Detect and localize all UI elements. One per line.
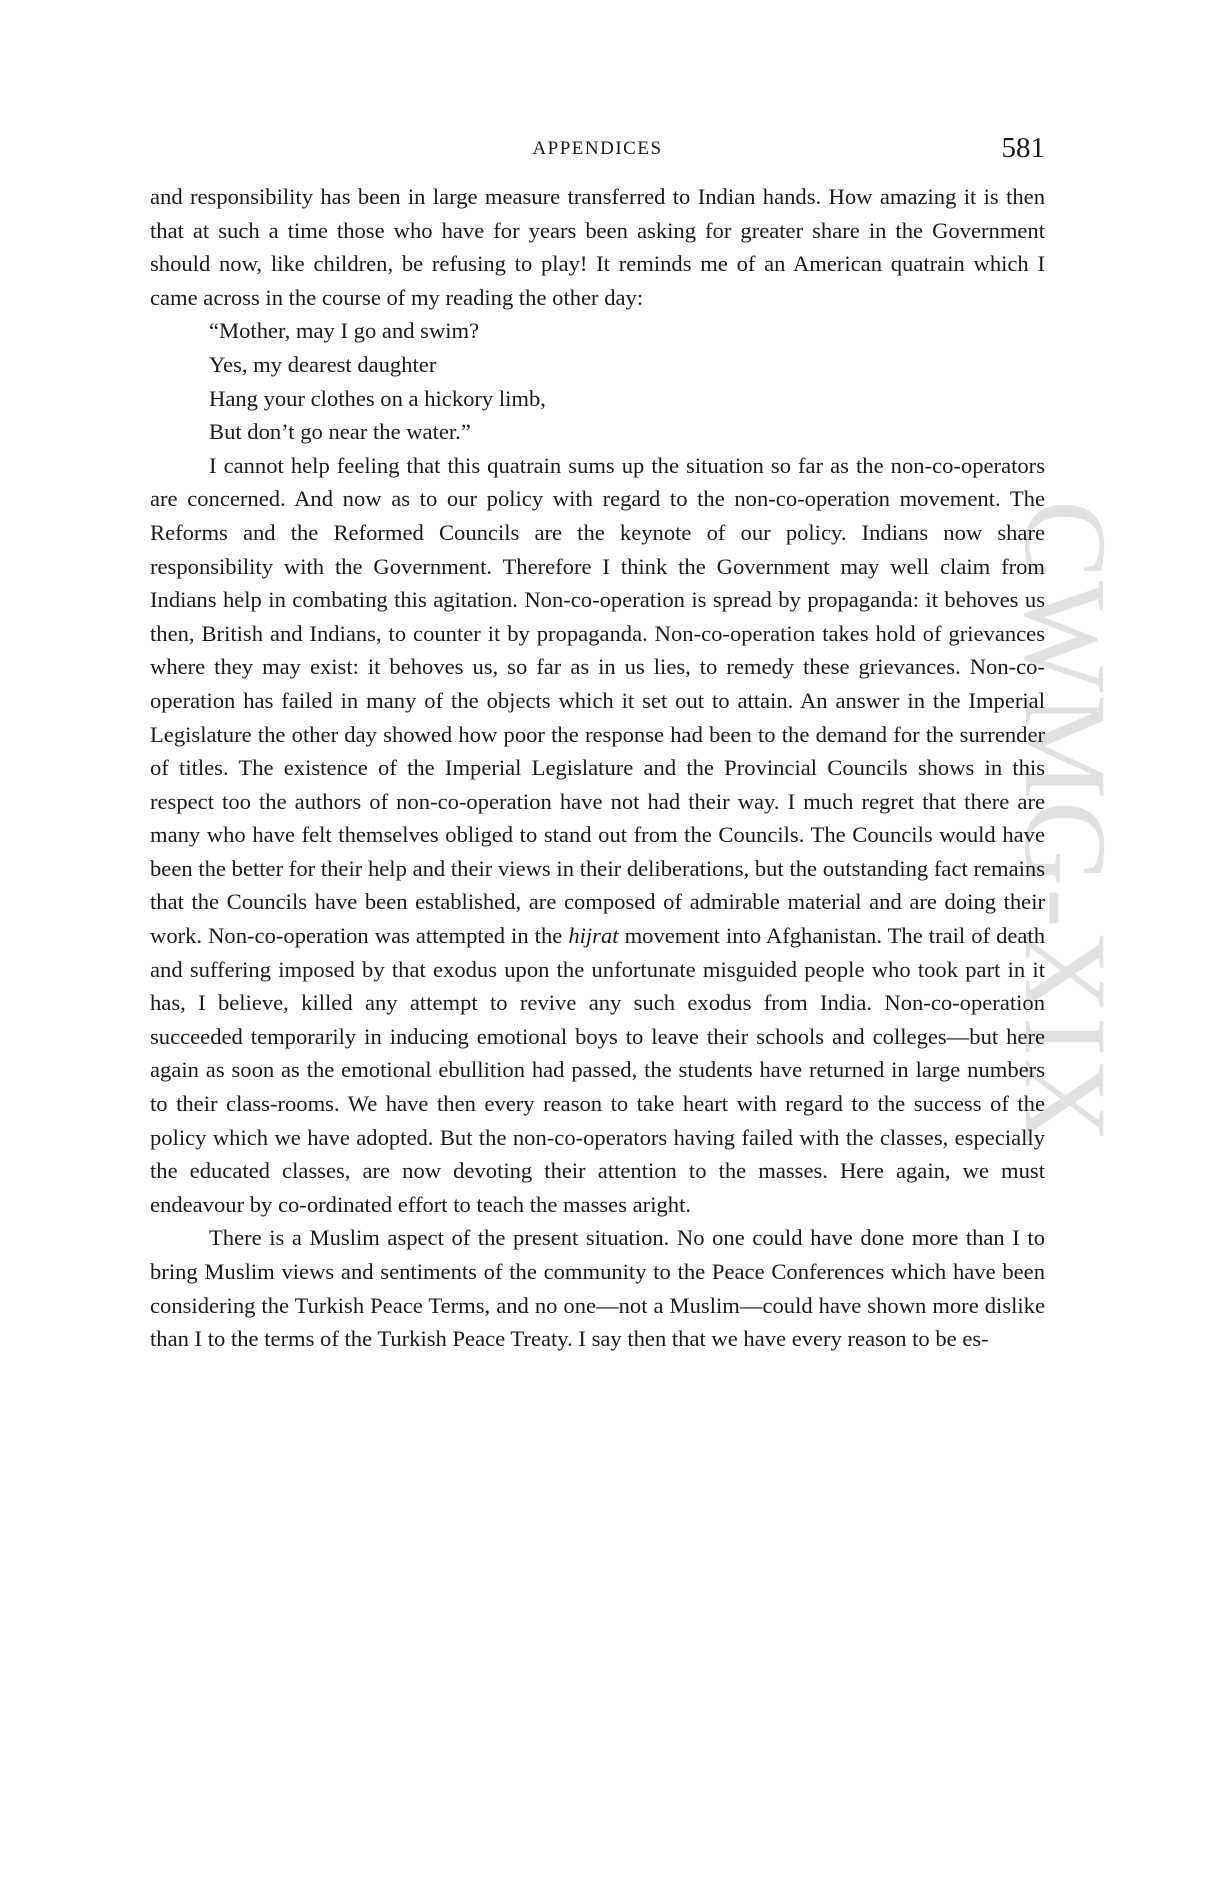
verse-line: “Mother, may I go and swim?: [209, 318, 480, 344]
watermark: CWMG-XIX: [1000, 500, 1131, 1146]
paragraph: [150, 449, 1045, 1222]
paragraph: and responsibility has been in large measure transferred to Indian hands. How amazing it is then that at such a time those who have for years been asking for greater share in the Government should now, like children, be refusing to play! It reminds me of an American quatrain which I came across in the course of my reading the other day:: [150, 184, 1045, 310]
verse-line: Hang your clothes on a hickory limb,: [209, 385, 546, 411]
body-text: [150, 180, 1045, 1356]
paragraph: There is a Muslim aspect of the present situation. No one could have done more than I to bring Muslim views and sentiments of the community to the Peace Conferences which have been considering the Turkish Peace Terms, and no one—not a Muslim—could have shown more dislike than I to the terms of the Turkish Peace Treaty. I say then that we have every reason to be es-: [150, 1225, 1045, 1352]
quatrain: [150, 314, 1045, 448]
paragraph-text: movement into Afghanistan. The trail of death and suffering imposed by that exodus upon the unfortunate misguided people who took part in it has, I believe, killed any attempt to revive any such exodus from India. Non-co-operation succeeded temporarily in inducing emotional boys to leave their schools and colleges—but here again as soon as the emotional ebullition had passed, the students have returned in large numbers to their class-rooms. We have then every reason to take heart with regard to the success of the policy which we have adopted. But the non-co-operators having failed with the classes, especially the educated classes, are now devoting their attention to the masses. Here again, we must endeavour by co-ordinated effort to teach the masses aright.: [150, 923, 1045, 1217]
running-head: APPENDICES: [532, 138, 663, 159]
verse-line: Yes, my dearest daughter: [209, 351, 437, 377]
italic-term: hijrat: [568, 923, 619, 949]
page-header: [150, 132, 1045, 166]
paragraph-text: I cannot help feeling that this quatrain sums up the situation so far as the non-co-operators are concerned. And now as to our policy with regard to the non-co-operation movement. The Reforms and the Reformed Councils are the keynote of our policy. Indians now share responsibility with the Government. Therefore I think the Government may well claim from Indians help in combating this agitation. Non-co-operation is spread by propaganda: it behoves us then, British and Indians, to counter it by propaganda. Non-co-operation takes hold of grievances where they may exist: it behoves us, so far as in us lies, to remedy these grievances. Non-co-operation has failed in many of the objects which it set out to attain. An answer in the Imperial Legislature the other day showed how poor the response had been to the demand for the surrender of titles. The existence of the Imperial Legislature and the Provincial Councils shows in this respect too the authors of non-co-operation have not had their way. I much regret that there are many who have felt themselves obliged to stand out from the Councils. The Councils would have been the better for their help and their views in their deliberations, but the outstanding fact remains that the Councils have been established, are composed of admirable material and are doing their work. Non-co-operation was attempted in the: [150, 452, 1045, 949]
page-number: 581: [1001, 132, 1045, 164]
verse-line: But don’t go near the water.”: [209, 419, 471, 445]
